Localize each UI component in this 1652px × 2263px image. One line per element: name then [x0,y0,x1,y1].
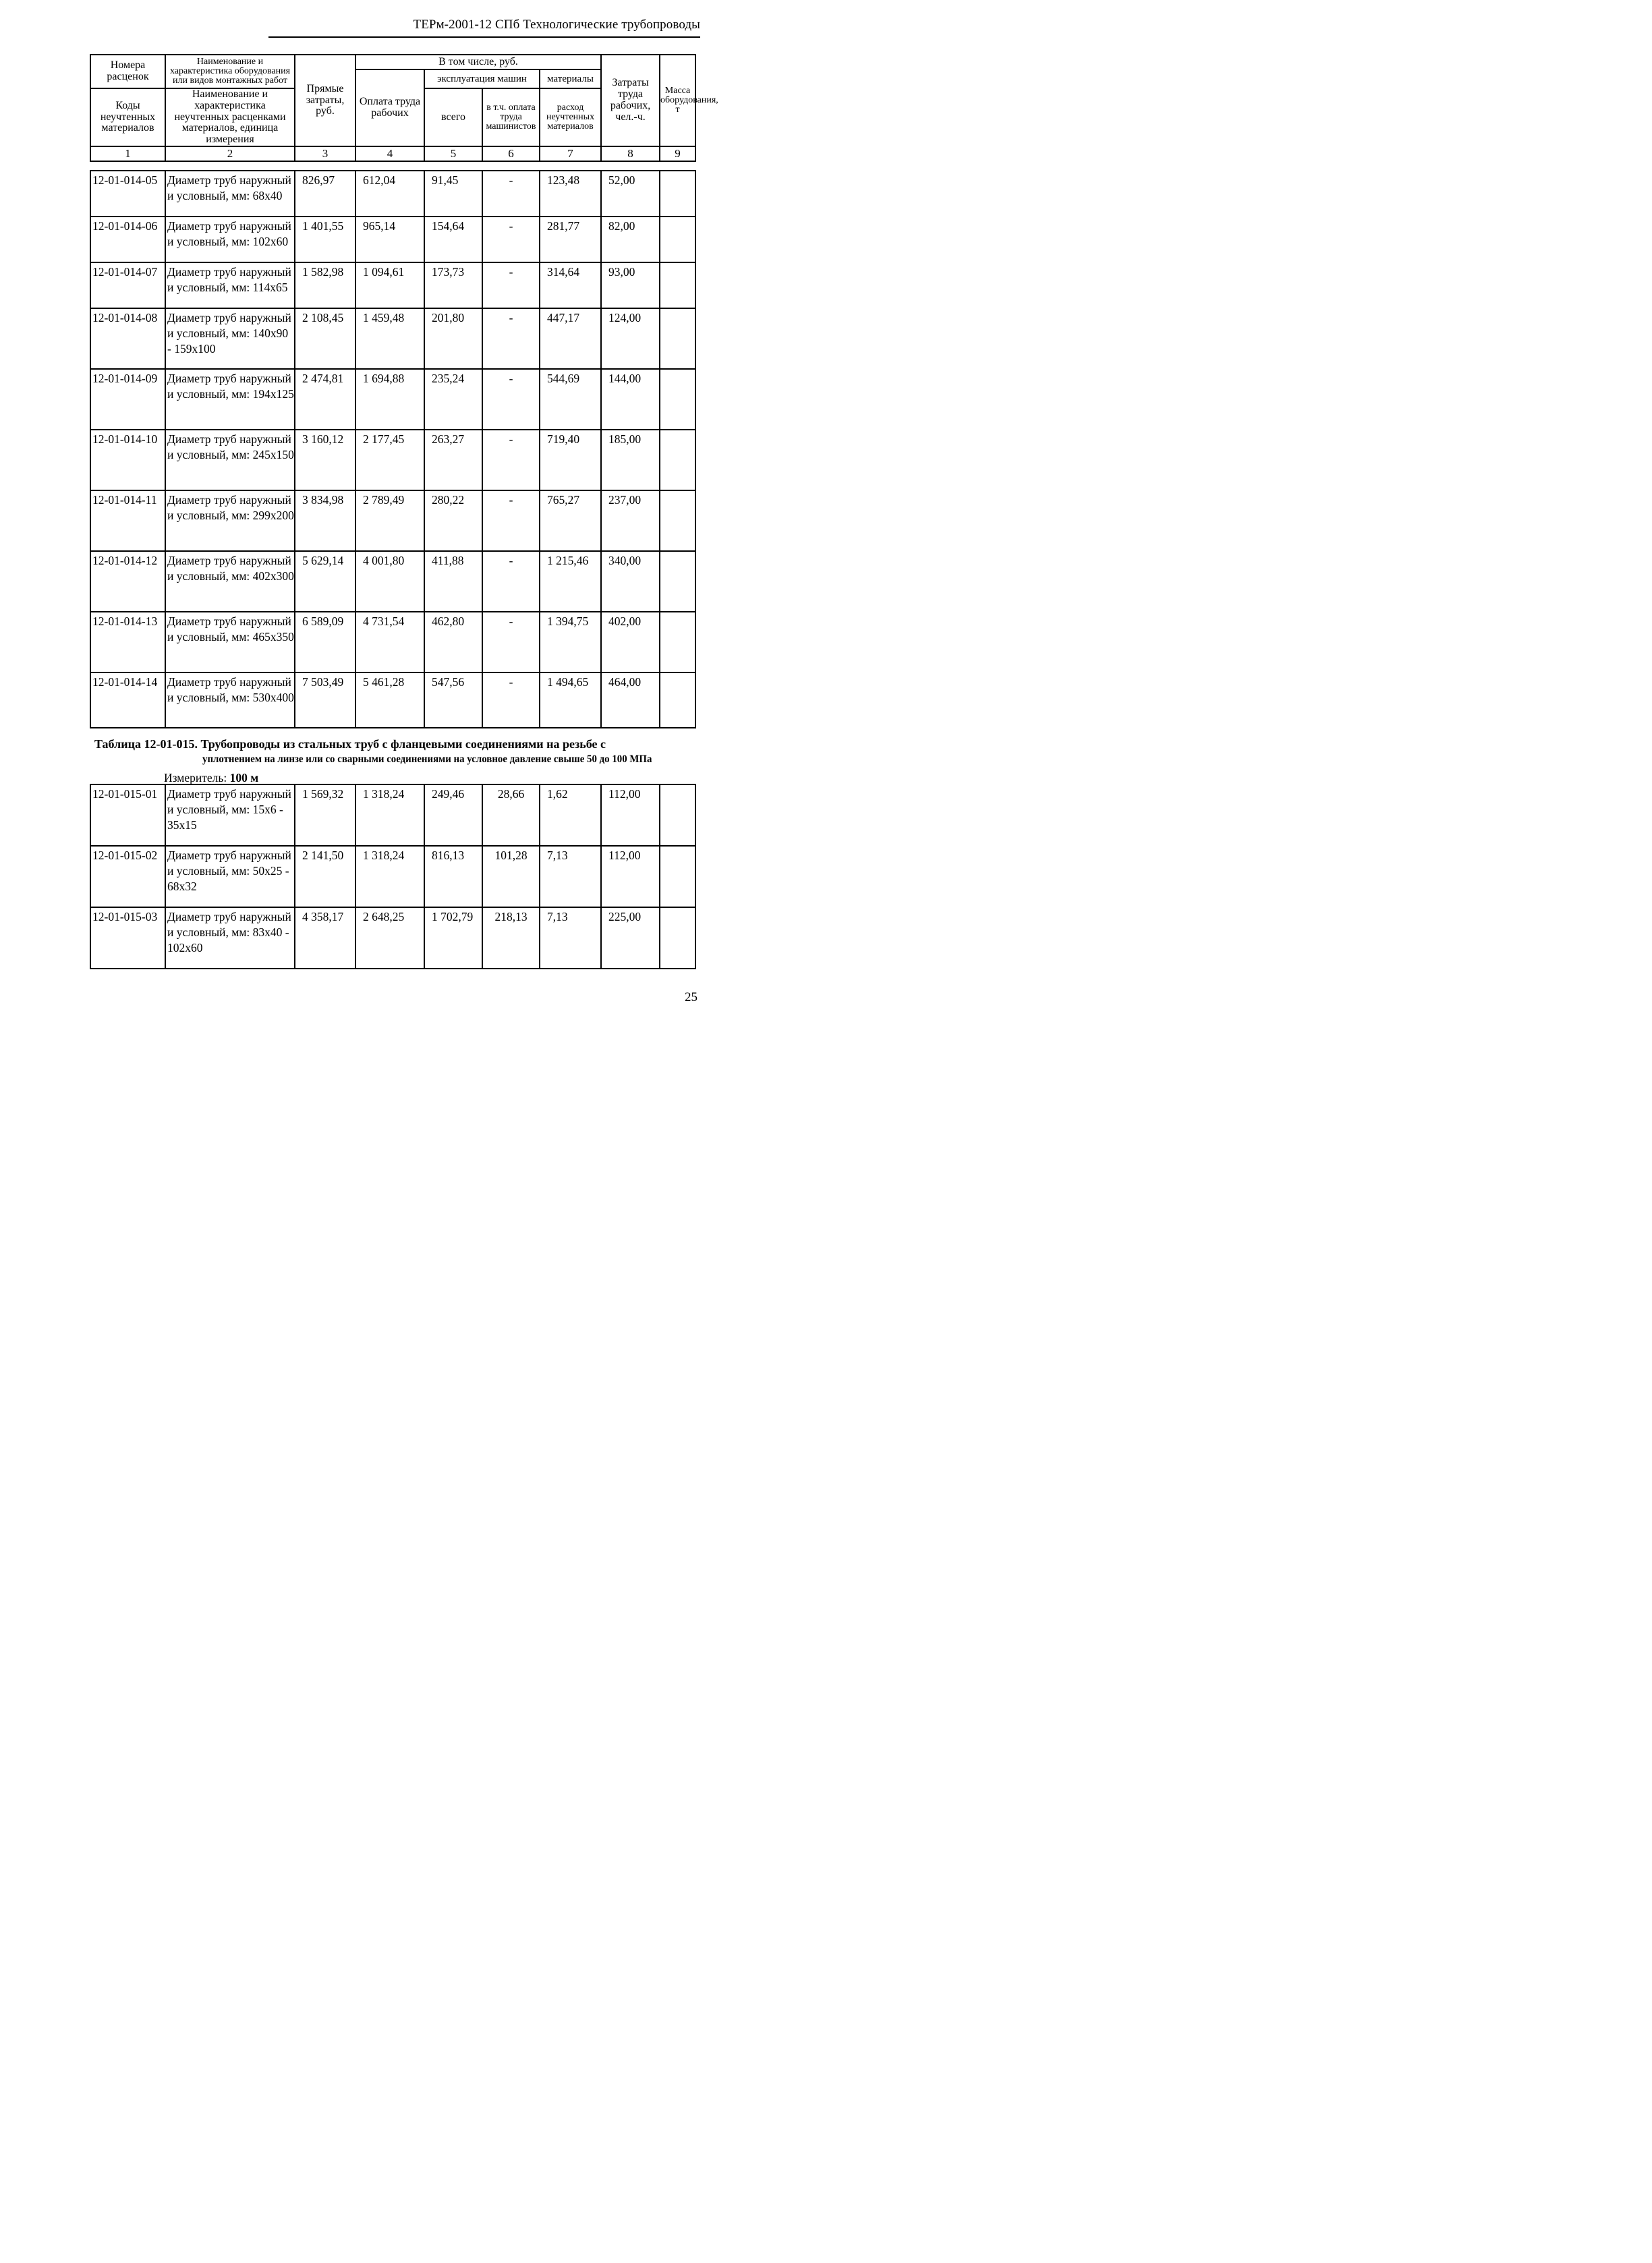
rate-code-cell: 12-01-014-13 [90,612,165,672]
labor-hours-cell: 52,00 [601,171,660,217]
rates-table-12-01-014 [90,170,696,728]
labor-hours-cell: 237,00 [601,490,660,551]
direct-costs-cell: 2 141,50 [295,846,355,907]
header-work-name: Наименование и характеристика оборудования или видов монтажных работ [165,55,295,88]
labor-pay-cell: 1 318,24 [355,784,424,846]
rate-code-cell: 12-01-015-01 [90,784,165,846]
rate-code-cell: 12-01-014-07 [90,262,165,308]
equipment-mass-cell [660,430,695,490]
table-row [90,784,695,846]
running-header: ТЕРм-2001-12 СПб Технологические трубопроводы [413,18,700,32]
direct-costs-cell: 6 589,09 [295,612,355,672]
header-number: 8 [601,146,660,161]
direct-costs-cell: 5 629,14 [295,551,355,612]
rate-code-cell: 12-01-015-03 [90,907,165,969]
rate-code-cell: 12-01-014-08 [90,308,165,369]
work-description-cell: Диаметр труб наружный и условный, мм: 140х90 - 159х100 [165,308,295,369]
header-number: 1 [90,146,165,161]
machinists-pay-cell: - [482,369,540,430]
header-equipment-mass: Масса оборудования, т [660,55,695,146]
header-number: 3 [295,146,355,161]
header-number: 5 [424,146,482,161]
work-description-cell: Диаметр труб наружный и условный, мм: 530х400 [165,672,295,728]
table-row [90,672,695,728]
materials-cell: 314,64 [540,262,601,308]
table-row [90,612,695,672]
header-number: 7 [540,146,601,161]
labor-pay-cell: 612,04 [355,171,424,217]
work-description-cell: Диаметр труб наружный и условный, мм: 194х125 [165,369,295,430]
table-row [90,430,695,490]
labor-hours-cell: 112,00 [601,846,660,907]
labor-pay-cell: 2 789,49 [355,490,424,551]
work-description-cell: Диаметр труб наружный и условный, мм: 114х65 [165,262,295,308]
header-materials: материалы [540,69,601,88]
work-description-cell: Диаметр труб наружный и условный, мм: 402х300 [165,551,295,612]
labor-hours-cell: 112,00 [601,784,660,846]
direct-costs-cell: 826,97 [295,171,355,217]
work-description-cell: Диаметр труб наружный и условный, мм: 15х6 - 35х15 [165,784,295,846]
machines-total-cell: 173,73 [424,262,482,308]
equipment-mass-cell [660,551,695,612]
materials-cell: 1 215,46 [540,551,601,612]
materials-cell: 1,62 [540,784,601,846]
header-material-codes: Коды неучтенных материалов [90,88,165,146]
rate-code-cell: 12-01-014-10 [90,430,165,490]
header-unaccounted-materials: расход неучтенных материалов [540,88,601,146]
direct-costs-cell: 1 569,32 [295,784,355,846]
table-caption: Таблица 12-01-015. Трубопроводы из стальных труб с фланцевыми соединениями на резьбе с [94,737,606,751]
rate-code-cell: 12-01-014-11 [90,490,165,551]
table-row [90,907,695,969]
work-description-cell: Диаметр труб наружный и условный, мм: 50х25 - 68х32 [165,846,295,907]
machinists-pay-cell: - [482,171,540,217]
machinists-pay-cell: - [482,672,540,728]
table-row [90,369,695,430]
table-row [90,171,695,217]
header-rule [268,36,700,38]
equipment-mass-cell [660,262,695,308]
measure-value: 100 м [229,771,259,784]
labor-pay-cell: 4 731,54 [355,612,424,672]
machinists-pay-cell: - [482,612,540,672]
labor-hours-cell: 82,00 [601,217,660,262]
materials-cell: 7,13 [540,907,601,969]
equipment-mass-cell [660,308,695,369]
labor-pay-cell: 4 001,80 [355,551,424,612]
materials-cell: 281,77 [540,217,601,262]
labor-hours-cell: 124,00 [601,308,660,369]
rate-code-cell: 12-01-014-05 [90,171,165,217]
work-description-cell: Диаметр труб наружный и условный, мм: 83х40 - 102х60 [165,907,295,969]
header-number: 6 [482,146,540,161]
header-machine-operation: эксплуатация машин [424,69,540,88]
work-description-cell: Диаметр труб наружный и условный, мм: 465х350 [165,612,295,672]
labor-hours-cell: 340,00 [601,551,660,612]
machines-total-cell: 201,80 [424,308,482,369]
work-description-cell: Диаметр труб наружный и условный, мм: 102х60 [165,217,295,262]
machines-total-cell: 154,64 [424,217,482,262]
labor-hours-cell: 402,00 [601,612,660,672]
machines-total-cell: 462,80 [424,612,482,672]
header-including-group: В том числе, руб. [355,55,601,69]
direct-costs-cell: 2 474,81 [295,369,355,430]
equipment-mass-cell [660,907,695,969]
machines-total-cell: 235,24 [424,369,482,430]
direct-costs-cell: 4 358,17 [295,907,355,969]
table-row [90,217,695,262]
machinists-pay-cell: - [482,217,540,262]
materials-cell: 765,27 [540,490,601,551]
direct-costs-cell: 1 582,98 [295,262,355,308]
equipment-mass-cell [660,672,695,728]
equipment-mass-cell [660,784,695,846]
direct-costs-cell: 3 834,98 [295,490,355,551]
work-description-cell: Диаметр труб наружный и условный, мм: 299х200 [165,490,295,551]
labor-pay-cell: 1 094,61 [355,262,424,308]
machinists-pay-cell: 28,66 [482,784,540,846]
header-number: 4 [355,146,424,161]
header-number: 9 [660,146,695,161]
machines-total-cell: 280,22 [424,490,482,551]
labor-hours-cell: 144,00 [601,369,660,430]
direct-costs-cell: 3 160,12 [295,430,355,490]
measure-label: Измеритель: [164,771,227,784]
table-caption-continuation: уплотнением на линзе или со сварными соединениями на условное давление свыше 50 до 100 МПа [202,753,652,765]
machinists-pay-cell: 101,28 [482,846,540,907]
work-description-cell: Диаметр труб наружный и условный, мм: 68х40 [165,171,295,217]
header-machinists-pay: в т.ч. оплата труда машинистов [482,88,540,146]
materials-cell: 447,17 [540,308,601,369]
machinists-pay-cell: - [482,430,540,490]
equipment-mass-cell [660,490,695,551]
labor-pay-cell: 965,14 [355,217,424,262]
header-direct-costs: Прямые затраты, руб. [295,55,355,146]
machinists-pay-cell: - [482,262,540,308]
labor-pay-cell: 5 461,28 [355,672,424,728]
materials-cell: 7,13 [540,846,601,907]
machinists-pay-cell: - [482,490,540,551]
rate-code-cell: 12-01-014-14 [90,672,165,728]
materials-cell: 719,40 [540,430,601,490]
header-machines-total: всего [424,88,482,146]
table-row [90,490,695,551]
labor-pay-cell: 2 648,25 [355,907,424,969]
direct-costs-cell: 7 503,49 [295,672,355,728]
labor-pay-cell: 2 177,45 [355,430,424,490]
machinists-pay-cell: - [482,308,540,369]
header-labor-pay: Оплата труда рабочих [355,69,424,146]
direct-costs-cell: 1 401,55 [295,217,355,262]
direct-costs-cell: 2 108,45 [295,308,355,369]
table-row [90,551,695,612]
machinists-pay-cell: - [482,551,540,612]
equipment-mass-cell [660,612,695,672]
materials-cell: 1 494,65 [540,672,601,728]
machines-total-cell: 547,56 [424,672,482,728]
machines-total-cell: 411,88 [424,551,482,612]
column-header-table [90,54,718,162]
materials-cell: 544,69 [540,369,601,430]
labor-pay-cell: 1 694,88 [355,369,424,430]
work-description-cell: Диаметр труб наружный и условный, мм: 245х150 [165,430,295,490]
equipment-mass-cell [660,171,695,217]
machines-total-cell: 816,13 [424,846,482,907]
labor-pay-cell: 1 318,24 [355,846,424,907]
equipment-mass-cell [660,369,695,430]
materials-cell: 1 394,75 [540,612,601,672]
header-material-name: Наименование и характеристика неучтенных расценками материалов, единица измерения [165,88,295,146]
header-labor-hours: Затраты труда рабочих, чел.-ч. [601,55,660,146]
rate-code-cell: 12-01-014-12 [90,551,165,612]
machinists-pay-cell: 218,13 [482,907,540,969]
machines-total-cell: 249,46 [424,784,482,846]
table-row [90,262,695,308]
labor-pay-cell: 1 459,48 [355,308,424,369]
header-rate-numbers: Номера расценок [90,55,165,88]
page-number: 25 [685,990,697,1004]
machines-total-cell: 263,27 [424,430,482,490]
rate-code-cell: 12-01-014-06 [90,217,165,262]
materials-cell: 123,48 [540,171,601,217]
measure-unit [164,771,258,785]
rate-code-cell: 12-01-015-02 [90,846,165,907]
rate-code-cell: 12-01-014-09 [90,369,165,430]
labor-hours-cell: 185,00 [601,430,660,490]
equipment-mass-cell [660,217,695,262]
labor-hours-cell: 464,00 [601,672,660,728]
labor-hours-cell: 225,00 [601,907,660,969]
header-number: 2 [165,146,295,161]
machines-total-cell: 1 702,79 [424,907,482,969]
table-row [90,846,695,907]
machines-total-cell: 91,45 [424,171,482,217]
rates-table-12-01-015 [90,784,696,969]
table-row [90,308,695,369]
equipment-mass-cell [660,846,695,907]
labor-hours-cell: 93,00 [601,262,660,308]
